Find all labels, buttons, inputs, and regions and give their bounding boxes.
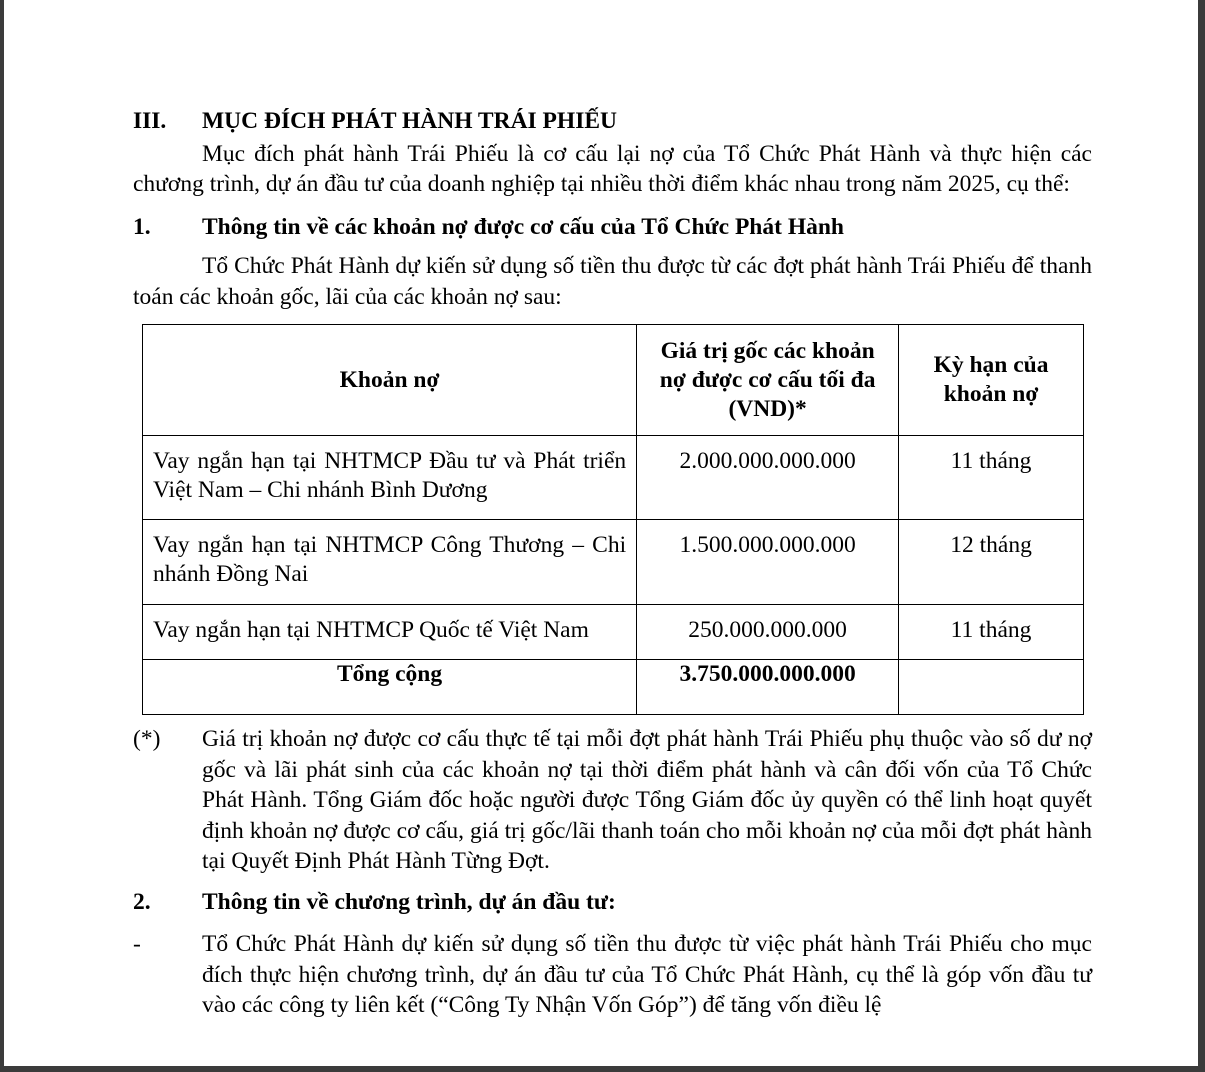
debt-value-cell: 250.000.000.000 [637,605,899,660]
header-value [637,325,899,436]
bullet-text: Tổ Chức Phát Hành dự kiến sử dụng số tiền thu được từ việc phát hành Trái Phiếu cho mục đích thực hiện chương trình, dự án đầu tư của Tổ Chức Phát Hành, cụ thể là góp vốn đầu tư vào các công ty liên kết (“Công Ty Nhận Vốn Góp”) để tăng vốn điều lệ [202,931,1092,1018]
debt-term-cell: 11 tháng [899,605,1084,660]
debt-term-cell: 11 tháng [899,436,1084,520]
table-row [143,605,1084,660]
header-value-text: Giá trị gốc các khoản nợ được cơ cấu tối đa (VND)* [659,337,876,422]
document-page [4,0,1198,1066]
section-title: MỤC ĐÍCH PHÁT HÀNH TRÁI PHIẾU [202,108,617,134]
total-label-cell: Tổng cộng [143,660,637,715]
debt-name-cell: Vay ngắn hạn tại NHTMCP Quốc tế Việt Nam [143,605,637,660]
footnote [133,724,1092,877]
subsection-2-number: 2. [133,888,151,915]
header-term-text: Kỳ hạn của khoản nợ [933,352,1049,407]
bullet-item [133,929,1092,1021]
subsection-1-heading [133,212,1092,243]
debt-name-cell: Vay ngắn hạn tại NHTMCP Công Thương – Chi nhánh Đồng Nai [143,520,637,605]
table-total-row [143,660,1084,715]
total-term-cell [899,660,1084,715]
subsection-2-heading [133,887,1092,918]
subsection-1-paragraph: Tổ Chức Phát Hành dự kiến sử dụng số tiền thu được từ các đợt phát hành Trái Phiếu để thanh toán các khoản gốc, lãi của các khoản nợ sau: [133,253,1092,310]
debt-value-cell: 1.500.000.000.000 [637,520,899,605]
total-value-cell: 3.750.000.000.000 [637,660,899,715]
debt-table [142,324,1084,715]
footnote-mark: (*) [133,726,161,752]
debt-term-cell: 12 tháng [899,520,1084,605]
table-row [143,520,1084,605]
section-intro: Mục đích phát hành Trái Phiếu là cơ cấu lại nợ của Tổ Chức Phát Hành và thực hiện các chương trình, dự án đầu tư của doanh nghiệp tại nhiều thời điểm khác nhau trong năm 2025, cụ thể: [133,140,1092,197]
table-header-row [143,325,1084,436]
footnote-text: Giá trị khoản nợ được cơ cấu thực tế tại mỗi đợt phát hành Trái Phiếu phụ thuộc vào số dư nợ gốc và lãi phát sinh của các khoản nợ tại thời điểm phát hành và cân đối vốn của Tổ Chức Phát Hành. Tổng Giám đốc hoặc người được Tổng Giám đốc ủy quyền có thể linh hoạt quyết định khoản nợ được cơ cấu, giá trị gốc/lãi thanh toán cho mỗi khoản nợ của mỗi đợt phát hành tại Quyết Định Phát Hành Từng Đợt. [202,726,1092,874]
debt-value-cell: 2.000.000.000.000 [637,436,899,520]
section-number: III. [133,108,167,134]
header-term [899,325,1084,436]
table-row [143,436,1084,520]
debt-name-cell: Vay ngắn hạn tại NHTMCP Đầu tư và Phát triển Việt Nam – Chi nhánh Bình Dương [143,436,637,520]
document-content [133,100,1092,1021]
subsection-1-number: 1. [133,213,151,240]
subsection-2-title: Thông tin về chương trình, dự án đầu tư: [202,888,616,915]
subsection-1-title: Thông tin về các khoản nợ được cơ cấu của Tổ Chức Phát Hành [202,213,844,240]
header-debt: Khoản nợ [143,325,637,436]
section-heading [133,106,1092,137]
bullet-mark: - [133,931,141,957]
